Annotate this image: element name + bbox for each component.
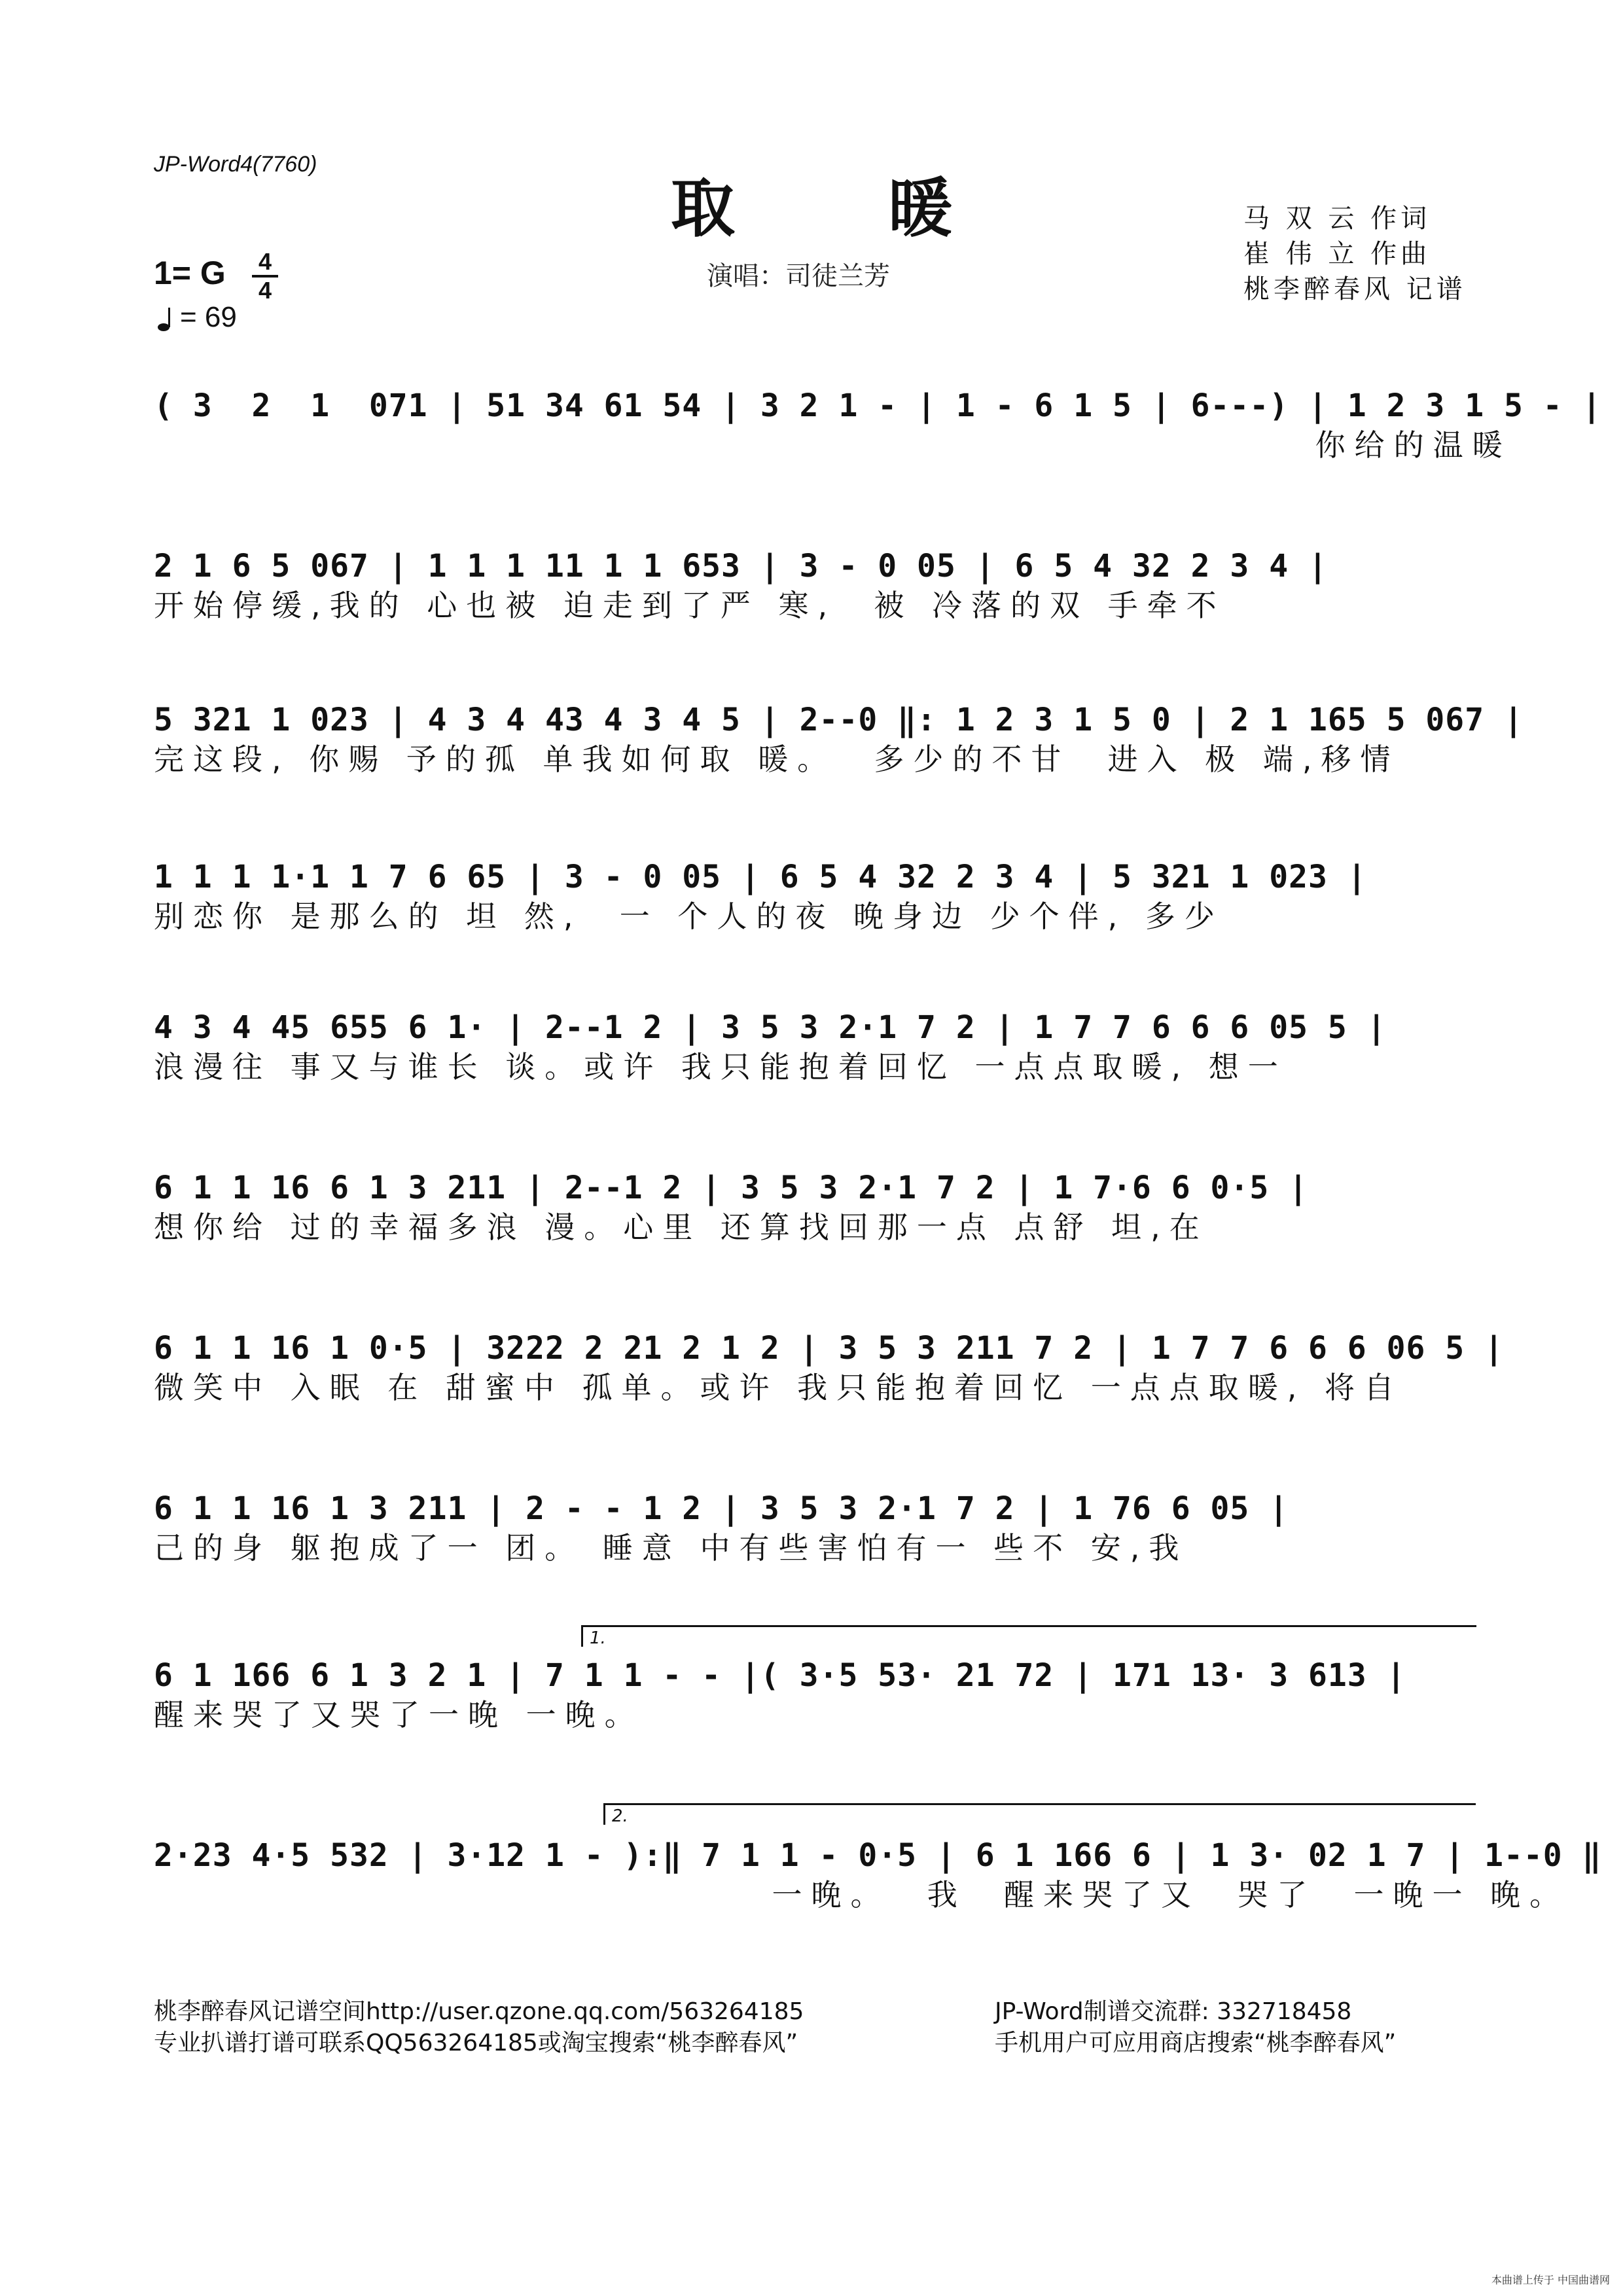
notes-line: 6 1 166 6 1 3 2 1 | 7 1 1 - - |( 3·5 53· 21 72 | 171 13· 3 613 |: [154, 1657, 1406, 1694]
footer-left-line-2: 专业扒谱打谱可联系QQ563264185或淘宝搜索“桃李醉春风”: [154, 2030, 798, 2056]
quarter-note-icon: [157, 306, 177, 332]
volta-second-label: 2.: [612, 1806, 628, 1826]
singer-credit: 演唱：司徒兰芳: [707, 261, 890, 291]
notes-line: 2 1 6 5 067 | 1 1 1 11 1 1 653 | 3 - 0 05 | 6 5 4 32 2 3 4 |: [154, 548, 1328, 584]
lyricist-credit: 马 双 云 作词: [1243, 204, 1431, 234]
tempo-marking: = 69: [180, 301, 237, 333]
system-5: [154, 1008, 1476, 1086]
volta-first-ending: [581, 1625, 1476, 1647]
time-signature: [252, 250, 278, 302]
key-signature: 1= G: [154, 255, 226, 291]
footer-left-line-1: 桃李醉春风记谱空间http://user.qzone.qq.com/563264185: [154, 1998, 804, 2025]
notes-line: 1 1 1 1·1 1 7 6 65 | 3 - 0 05 | 6 5 4 32 2 3 4 | 5 321 1 023 |: [154, 859, 1367, 895]
time-top: 4: [258, 248, 272, 275]
notes-line: 6 1 1 16 1 0·5 | 3222 2 21 2 1 2 | 3 5 3 211 7 2 | 1 7 7 6 6 6 06 5 |: [154, 1330, 1504, 1367]
notes-line: 6 1 1 16 1 3 211 | 2 - - 1 2 | 3 5 3 2·1 7 2 | 1 76 6 05 |: [154, 1490, 1289, 1527]
lyrics-line: 一晚。 我 醒来哭了又 哭了 一晚一 晚。: [154, 1877, 1569, 1912]
system-6: [154, 1168, 1476, 1247]
system-7: [154, 1329, 1504, 1407]
system-1: [154, 386, 1602, 465]
lyrics-line: 想你给 过的幸福多浪 漫。心里 还算找回那一点 点舒 坦,在: [154, 1210, 1209, 1245]
volta-first-label: 1.: [590, 1628, 606, 1648]
system-2: [154, 547, 1476, 625]
footer-right-line-2: 手机用户可应用商店搜索“桃李醉春风”: [995, 2030, 1397, 2056]
lyrics-line: 开始停缓,我的 心也被 迫走到了严 寒, 被 冷落的双 手牵不: [154, 588, 1226, 623]
notes-line: 2·23 4·5 532 | 3·12 1 - ):‖ 7 1 1 - 0·5 | 6 1 166 6 | 1 3· 02 1 7 | 1--0 ‖: [154, 1837, 1602, 1874]
song-title: 取 暖: [670, 171, 1018, 246]
software-label: JP-Word4(7760): [154, 152, 317, 177]
system-3: [154, 700, 1524, 779]
time-bottom: 4: [258, 277, 272, 304]
lyrics-line: 浪漫往 事又与谁长 谈。或许 我只能抱着回忆 一点点取暖, 想一: [154, 1049, 1287, 1085]
notes-line: 6 1 1 16 6 1 3 211 | 2--1 2 | 3 5 3 2·1 7 2 | 1 7·6 6 0·5 |: [154, 1170, 1309, 1206]
system-8: [154, 1489, 1476, 1568]
system-4: [154, 857, 1476, 936]
notes-line: 5 321 1 023 | 4 3 4 43 4 3 4 5 | 2--0 ‖: 1 2 3 1 5 0 | 2 1 165 5 067 |: [154, 702, 1524, 738]
corner-watermark: 本曲谱上传于 中国曲谱网: [1491, 2274, 1610, 2286]
notes-line: ( 3 2 1 071 | 51 34 61 54 | 3 2 1 - | 1 - 6 1 5 | 6---) | 1 2 3 1 5 - |: [154, 387, 1602, 424]
lyrics-line: 微笑中 入眠 在 甜蜜中 孤单。或许 我只能抱着回忆 一点点取暖, 将自: [154, 1370, 1403, 1405]
lyrics-line: 己的身 躯抱成了一 团。 睡意 中有些害怕有一 些不 安,我: [154, 1530, 1188, 1566]
lyrics-line: 别恋你 是那么的 坦 然, 一 个人的夜 晚身边 少个伴, 多少: [154, 899, 1224, 934]
lyrics-line: 完这段, 你赐 予的孤 单我如何取 暖。 多少的不甘 进入 极 端,移情: [154, 742, 1400, 777]
system-9: [154, 1656, 1476, 1734]
footer-right-line-1: JP-Word制谱交流群: 332718458: [995, 1998, 1352, 2025]
transcriber-credit: 桃李醉春风 记谱: [1243, 274, 1467, 304]
lyrics-line: 醒来哭了又哭了一晚 一晚。: [154, 1697, 644, 1732]
lyrics-line: 你给的温暖: [154, 427, 1512, 463]
system-10: [154, 1836, 1602, 1914]
volta-second-ending: [603, 1803, 1476, 1825]
notes-line: 4 3 4 45 655 6 1· | 2--1 2 | 3 5 3 2·1 7 2 | 1 7 7 6 6 6 05 5 |: [154, 1009, 1387, 1046]
composer-credit: 崔 伟 立 作曲: [1243, 239, 1431, 269]
